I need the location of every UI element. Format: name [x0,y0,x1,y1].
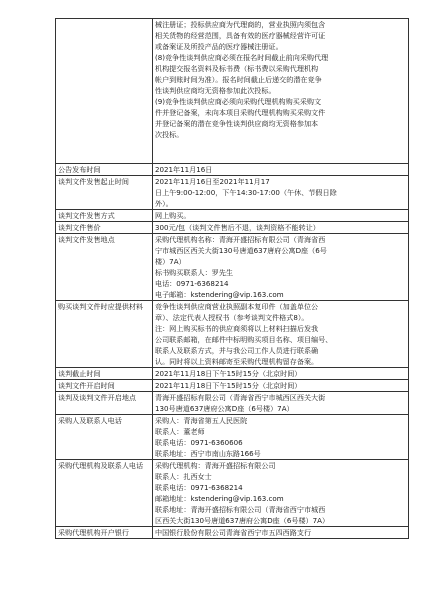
text-line: 2021年11月18日下午15时15分（北京时间） [155,381,302,390]
text-line: 机构提交报名资料及标书费（标书费以采购代理机构 [155,64,319,73]
qualification-requirements [153,19,409,164]
text-line: 联系人及联系方式，并与我公司工作人员进行联系确 [155,346,319,355]
text-line: 邮箱地址：kstendering@vip.163.com [155,494,284,503]
text-line: 相关货物的经营范围，具备有效的医疗器械经营许可证 [155,31,326,40]
row-value [153,392,409,415]
table-row [56,460,409,527]
text-line: (9)竞争性谈判供应商必须向采购代理机构购买采购文 [155,97,322,106]
row-value [153,164,409,176]
text-line: 性谈判供应商均无资格参加此次投标。 [155,86,276,95]
row-value [153,460,409,527]
text-line: (8)竞争性谈判供应商必须在报名时间截止前向采购代理 [155,53,329,62]
row-value [153,380,409,392]
row-label: 谈判文件发售地点 [56,234,153,301]
text-line: 楼）7A） [155,257,186,266]
text-line: 中国银行股份有限公司青海省西宁市五四西路支行 [155,528,312,537]
text-line: 电子邮箱：kstendering@vip.163.com [155,290,284,299]
row-label: 谈判截止时间 [56,368,153,380]
text-line: 2021年11月16日至2021年11月17 [155,177,270,186]
row-label: 谈判文件开启时间 [56,380,153,392]
text-line: 帐户到账时间为准）。报名时间截止后递交的潜在竞争 [155,75,322,84]
text-line: 联系地址：青海开盛招标有限公司（青海省西宁市城西 [155,505,326,514]
table-row [56,527,409,539]
text-line: 联系人：扎西女士 [155,472,212,481]
table-row [56,368,409,380]
table-row [56,234,409,301]
text-line: 联系人：董老师 [155,427,205,436]
text-line: 联系地址：西宁市南山东路166号 [155,449,261,458]
text-line: 130号唐道637唐府公寓D座（6号楼）7A） [155,404,294,413]
text-line: 并登记备案的潜在竞争性谈判供应商均无资格参加本 [155,119,319,128]
table-row [56,301,409,368]
row-value [153,415,409,460]
text-line: 械注册证；投标供应商为代理商的，营业执照内须包含 [155,20,326,29]
text-line: 注：网上购买标书的供应商须将以上材料扫描后发我 [155,324,319,333]
table-row [56,19,409,164]
table-row [56,164,409,176]
row-label: 公告发布时间 [56,164,153,176]
row-label: 采购代理机构及联系人电话 [56,460,153,527]
row-label: 谈判文件售价 [56,222,153,234]
text-line: 联系电话：0971-6360606 [155,438,243,447]
row-label: 采购人及联系人电话 [56,415,153,460]
table-row [56,222,409,234]
text-line: 2021年11月16日 [155,165,213,174]
row-label: 购买谈判文件时应提供材料 [56,301,153,368]
text-line: 章）、法定代表人授权书（参考谈判文件格式8）。 [155,313,309,322]
text-line: 标书购买联系人：罗先生 [155,268,234,277]
text-line: 或备案证及所投产品的医疗器械注册证。 [155,42,283,51]
row-label: 谈判文件发售方式 [56,210,153,222]
text-line: 外）。 [155,199,173,208]
text-line: 宁市城西区西关大街130号唐道637唐府公寓D座（6号 [155,246,327,255]
text-line: 日上午9:00-12:00，下午14:30-17:00（午休、节假日除 [155,188,337,197]
table-row [56,210,409,222]
text-line: 次投标。 [155,130,184,139]
text-line: 2021年11月18日下午15时15分（北京时间） [155,369,302,378]
text-line: 件并登记备案，未向本项目采购代理机构购买采购文件 [155,108,326,117]
table-row [56,176,409,210]
row-value [153,527,409,539]
text-line: 采购代理机构名称：青海开盛招标有限公司（青海省西 [155,235,326,244]
row-value [153,210,409,222]
text-line: 采购代理机构：青海开盛招标有限公司 [155,461,276,470]
text-line: 竞争性谈判供应商营业执照副本复印件（加盖单位公 [155,302,319,311]
row-label: 谈判及谈判文件开启地点 [56,392,153,415]
row-label [56,19,153,164]
text-line: 采购人：青海省第五人民医院 [155,416,248,425]
row-value [153,301,409,368]
text-line: 区西关大街130号唐道637唐府公寓D座（6号楼）7A） [155,516,330,525]
row-value [153,368,409,380]
announcement-table [55,18,409,539]
text-line: 公司联系邮箱，在邮件中标明购买项目名称、项目编号、 [155,335,333,344]
text-line: 网上购买。 [155,211,191,220]
row-label: 谈判文件发售起止时间 [56,176,153,210]
row-value [153,176,409,210]
row-value [153,222,409,234]
table-row [56,392,409,415]
row-label: 采购代理机构开户银行 [56,527,153,539]
table-row [56,415,409,460]
text-line: 300元/包（谈判文件售后不退，谈判资格不能转让） [155,223,320,232]
text-line: 青海开盛招标有限公司（青海省西宁市城西区西关大街 [155,393,326,402]
text-line: 联系电话：0971-6368214 [155,483,243,492]
text-line: 认。同时将以上资料邮寄至采购代理机构留存备案。 [155,357,319,366]
text-line: 电话：0971-6368214 [155,279,229,288]
table-row [56,380,409,392]
row-value [153,234,409,301]
